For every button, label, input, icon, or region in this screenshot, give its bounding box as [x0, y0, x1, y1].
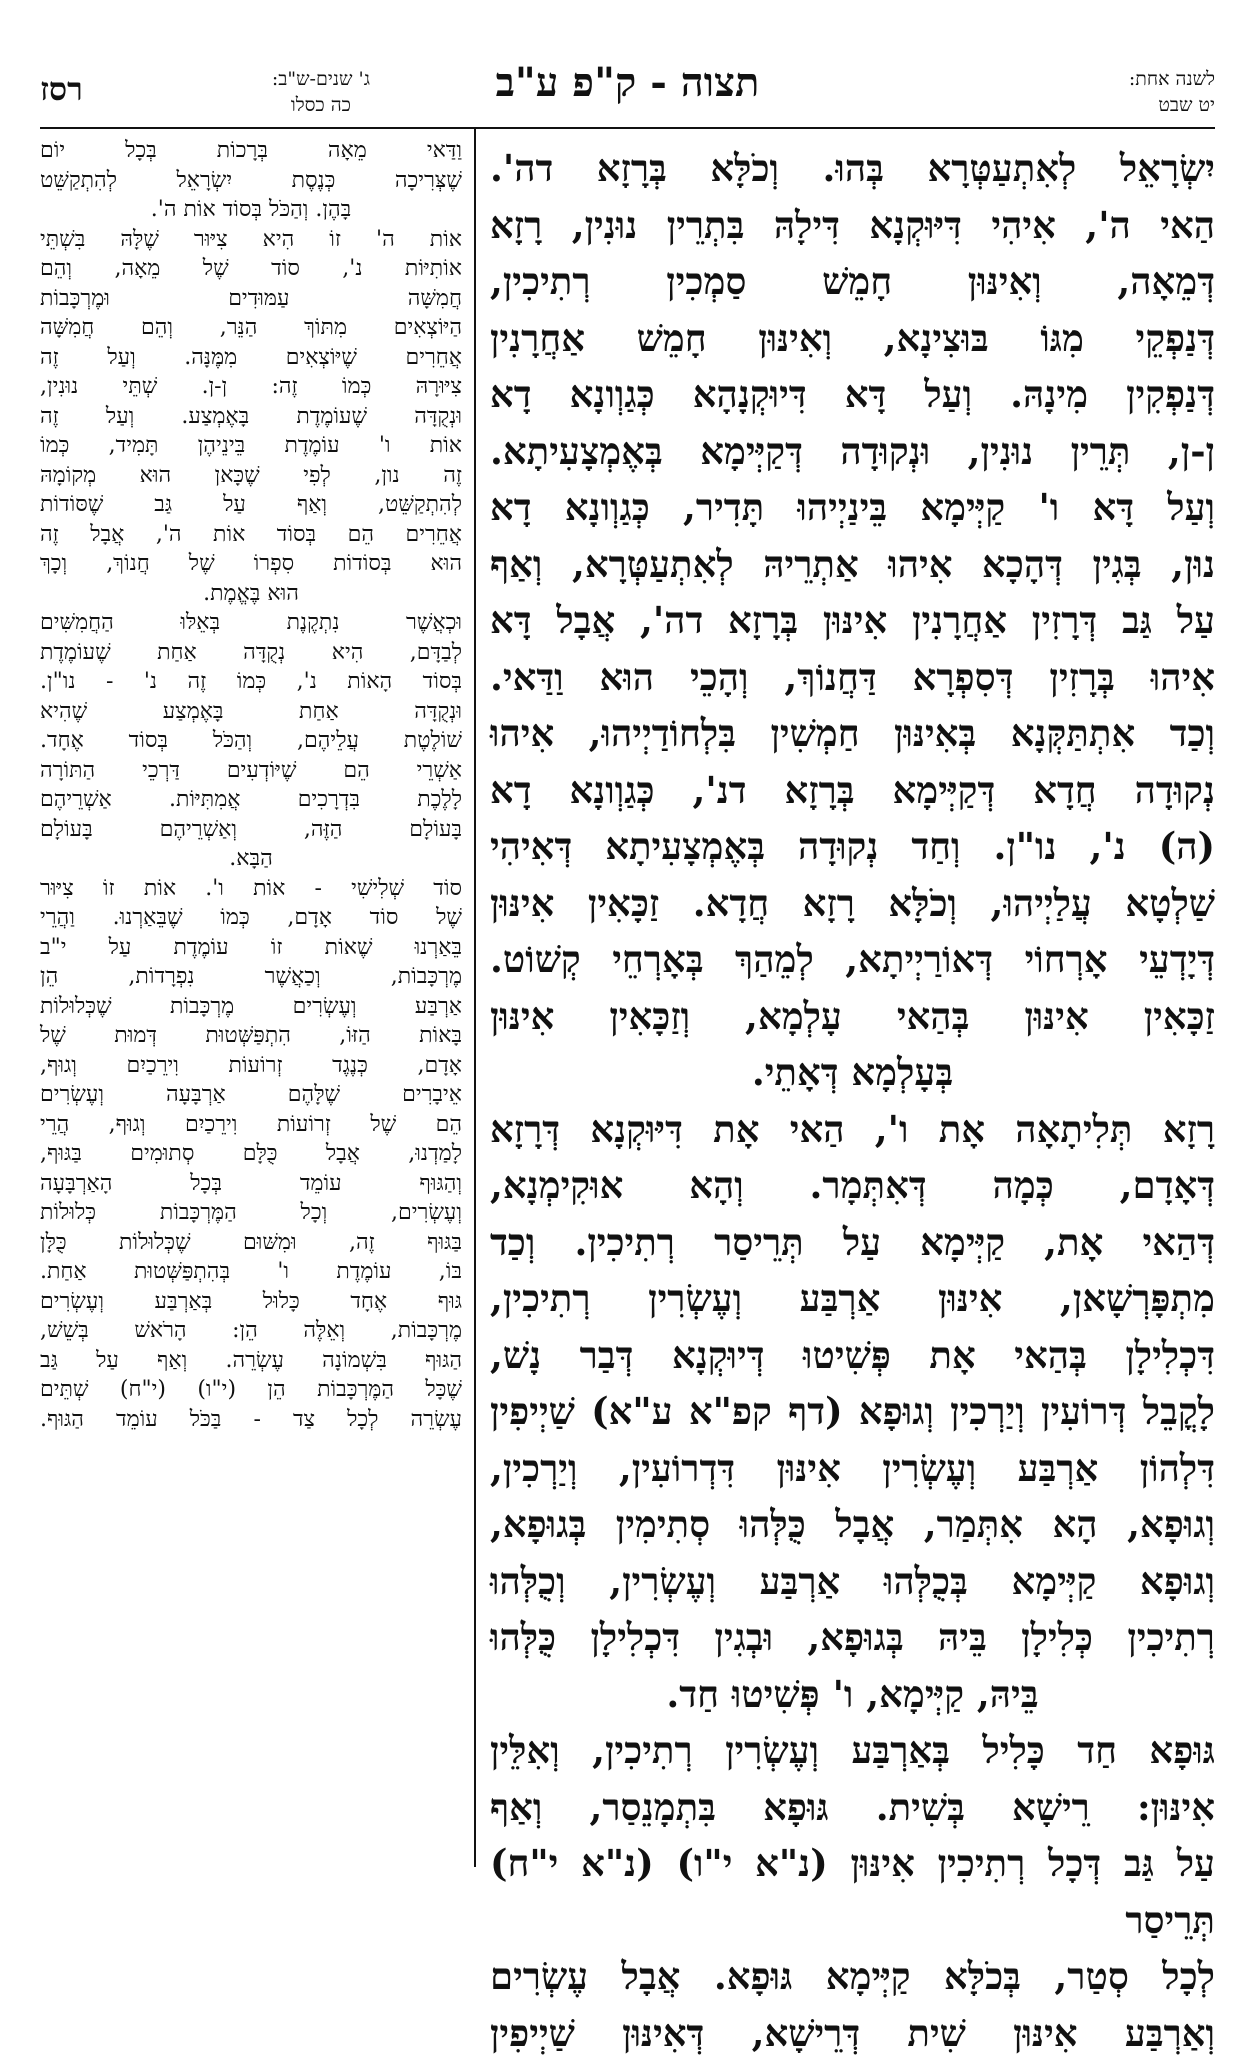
side-line: בּוֹ, עוֹמֶדֶת ו' בְּהִתְפַּשְּׁטוּת אַחַת. — [40, 1257, 462, 1287]
side-line: לְבַדָּם, הִיא נְקֻדָּה אַחַת שֶׁעוֹמֶדֶת — [40, 638, 462, 668]
main-line: לְכָל סְטַר, בְּכֹלָּא קַיְּימָא גּוּפָא. אֲבָל עֶשְׂרִים — [490, 1948, 1215, 2005]
main-line: וְעַל דָּא ו' קַיְּימָא בֵּינַיְיהוּ תָּדִיר, כְּגַוְונָא דָא — [490, 479, 1215, 536]
side-line: הַיּוֹצְאִים מִתּוֹךְ הַנֵּר, וְהֵם חֲמִשָּׁה — [40, 313, 462, 343]
main-line: דְּיָדְעֵי אָרְחוֹי דְּאוֹרַיְיתָא, לְמֵהַךְ בְּאָרְחֵי קְשׁוֹט. — [490, 931, 1215, 988]
side-line: בֵּאַרְנוּ שֶׁאוֹת זוֹ עוֹמֶדֶת עַל י"ב — [40, 933, 462, 963]
side-line: וּנְקֻדָּה אַחַת בָּאֶמְצַע שֶׁהִיא — [40, 697, 462, 727]
main-line: דְּמֵאָה, וְאִינּוּן חָמֵשׁ סַמְכִין רְתִיכִין, — [490, 253, 1215, 310]
side-line: לָלֶכֶת בִּדְרָכִים אֲמִתִּיּוֹת. אַשְׁרֵיהֶם — [40, 785, 462, 815]
side-line: וּכְאֲשֶׁר נִתְקֶנֶת בְּאֵלּוּ הַחֲמִשִּׁים — [40, 608, 462, 638]
side-line: אֲחֵרִים הֵם בְּסוֹד אוֹת ה', אֲבָל זֶה — [40, 520, 462, 550]
side-line: הוּא בֶּאֱמֶת. — [40, 579, 462, 609]
side-line: חֲמִשָּׁה עַמּוּדִים וּמֶרְכָּבוֹת — [40, 284, 462, 314]
main-line: דִּכְלִילָן בְּהַאי אָת פְּשִׁיטוּ דְּיוּקְנָא דְּבַר נָשׁ, — [490, 1327, 1215, 1384]
main-line: שַׁלְטָא עֲלַיְיהוּ, וְכֹלָּא רָזָא חֲדָא. זַכָּאִין אִינּוּן — [490, 875, 1215, 932]
main-line: עַל גַּב דְּכָל רְתִיכִין אִינּוּן (נ"א י"ו) (נ"א י"ח) תְּרֵיסַר — [490, 1835, 1215, 1948]
reading-schedule-three-years — [272, 66, 370, 118]
side-line: אֲחֵרִים שֶׁיּוֹצְאִים מִמֶּנָּה. וְעַל זֶה — [40, 343, 462, 373]
main-line: לָקֳבֵל דְּרוֹעִין וְיַרְכִין וְגוּפָא (דף קפ"א ע"א) שַׁיְיפִין — [490, 1383, 1215, 1440]
side-line: מֶרְכָּבוֹת, וְכַאֲשֶׁר נִפְרָדוֹת, הֵן — [40, 962, 462, 992]
main-text-column — [490, 140, 1215, 2061]
side-line: וּנְקֻדָּה שֶׁעוֹמֶדֶת בָּאֶמְצַע. וְעַל זֶה — [40, 402, 462, 432]
main-line: דְּהַאי אָת, קַיְּימָא עַל תְּרֵיסַר רְתִיכִין. וְכַד — [490, 1214, 1215, 1271]
main-line: דְּנַפְקִין מִינָהּ. וְעַל דָּא דִּיוּקְנָהָא כְּגַוְונָא דָא — [490, 366, 1215, 423]
main-line: דִּלְהוֹן אַרְבַּע וְעֶשְׂרִין אִינּוּן דִּדְרוֹעִין, וְיַרְכִין, — [490, 1440, 1215, 1497]
page-title: תצוה - ק"פ ע"ב — [40, 58, 1215, 108]
side-line: אַשְׁרֵי הֵם שֶׁיּוֹדְעִים דַּרְכֵי הַתּוֹרָה — [40, 756, 462, 786]
side-line: בְּסוֹד הָאוֹת נ', כְּמוֹ זֶה נ' - נו"ן. — [40, 667, 462, 697]
main-line: אִיהוּ בְּרָזִין דְּסִפְרָא דַּחֲנוֹךְ, וְהָכֵי הוּא וַדַּאי. — [490, 649, 1215, 706]
main-line: מִתְפָּרְשָׁאן, אִינּוּן אַרְבַּע וְעֶשְׂרִין רְתִיכִין, — [490, 1270, 1215, 1327]
schedule-date-one-year: יט שבט — [1129, 92, 1215, 118]
side-line: אָדָם, כְּנֶגֶד זְרוֹעוֹת וִירֵכַיִם וְגוּף, — [40, 1051, 462, 1081]
main-line: דְּנַפְקֵי מִגּוֹ בּוּצִינָא, וְאִינּוּן חָמֵשׁ אַחֲרָנִין — [490, 310, 1215, 367]
main-line: וְגוּפָא, הָא אִתְּמַר, אֲבָל כֻּלְּהוּ סְתִימִין בְּגוּפָא, — [490, 1496, 1215, 1553]
main-line: וְכַד אִתְתַּקְּנָא בְּאִינּוּן חַמְשִׁין בִּלְחוֹדַיְיהוּ, אִיהוּ — [490, 705, 1215, 762]
page-header — [40, 58, 1215, 128]
schedule-date-three-years: כה כסלו — [272, 92, 370, 118]
side-line: עֶשְׂרֵה לְכָל צַד - בַּכֹּל עוֹמֵד הַגּוּף. — [40, 1405, 462, 1435]
main-line: (ה) נ', נו"ן. וְחַד נְקוּדָה בְּאֶמְצָעִיתָא דְּאִיהִי — [490, 818, 1215, 875]
side-line: אַרְבַּע וְעֶשְׂרִים מֶרְכָּבוֹת שֶׁכְּלוּלוֹת — [40, 992, 462, 1022]
main-line: רְתִיכִין כְּלִילָן בֵּיהּ בְּגוּפָא, וּבְגִין דִּכְלִילָן כֻּלְּהוּ — [490, 1609, 1215, 1666]
side-line: בָּהֶן. וְהַכֹּל בְּסוֹד אוֹת ה'. — [40, 195, 462, 225]
side-line: אוֹתִיּוֹת נ', סוֹד שֶׁל מֵאָה, וְהֵם — [40, 254, 462, 284]
side-line: צִיּוּרָהּ כְּמוֹ זֶה: ן-ן. שְׁתֵּי נוּנִין, — [40, 372, 462, 402]
main-line: בֵּיהּ, קַיְּימָא, ו' פְּשִׁיטוּ חַד. — [490, 1666, 1215, 1723]
side-line: לָמַדְנוּ, אֲבָל כֻּלָּם סְתוּמִים בַּגּוּף, — [40, 1139, 462, 1169]
main-line: נְקוּדָה חֲדָא דְּקַיְּימָא בְּרָזָא דנ', כְּגַוְונָא דָא — [490, 762, 1215, 819]
schedule-label-one-year: לשנה אחת: — [1129, 66, 1215, 92]
column-divider — [474, 127, 476, 1867]
side-line: בַּגּוּף זֶה, וּמִשּׁוּם שֶׁכְּלוּלוֹת כֻּלָּן — [40, 1228, 462, 1258]
main-line: בְּעָלְמָא דְּאָתֵי. — [490, 1044, 1215, 1101]
main-line: הַאי ה', אִיהִי דִּיּוּקְנָא דִּילָהּ בִּתְרֵין נוּנִין, רָזָא — [490, 197, 1215, 254]
main-line: וְגוּפָא קַיְּימָא בְּכֻלְּהוּ אַרְבַּע וְעֶשְׂרִין, וְכֻלְּהוּ — [490, 1553, 1215, 1610]
main-line: רָזָא תְּלִיתָאָה אָת ו', הַאי אָת דִּיּוּקְנָא דְּרָזָא — [490, 1101, 1215, 1158]
side-line: לְהִתְקַשֵּׁט, וְאַף עַל גַּב שֶׁסּוֹדוֹת — [40, 490, 462, 520]
main-line: זַכָּאִין אִינּוּן בְּהַאי עָלְמָא, וְזַכָּאִין אִינּוּן — [490, 988, 1215, 1045]
side-line: סוֹד שְׁלִישִׁי - אוֹת ו'. אוֹת זוֹ צִיּוּר — [40, 874, 462, 904]
side-line: שֶׁל סוֹד אָדָם, כְּמוֹ שֶׁבֵּאַרְנוּ. וַהֲרֵי — [40, 903, 462, 933]
main-line: אִינּוּן: רֵישָׁא בְּשִׁית. גּוּפָא בִּתְמָנֵסַר, וְאַף — [490, 1779, 1215, 1836]
side-line: זֶה נון, לְפִי שֶׁכָּאן הוּא מְקוֹמָהּ — [40, 461, 462, 491]
side-line: הַבָּא. — [40, 844, 462, 874]
side-line: שׁוֹלֶטֶת עֲלֵיהֶם, וְהַכֹּל בְּסוֹד אֶחָד. — [40, 726, 462, 756]
side-line: הַגּוּף בִּשְׁמוֹנָה עֶשְׂרֵה. וְאַף עַל גַּב — [40, 1346, 462, 1376]
side-line: אֵיבָרִים שֶׁלָּהֶם אַרְבָּעָה וְעֶשְׂרִים — [40, 1080, 462, 1110]
page-number: רסז — [40, 66, 83, 112]
side-line: גּוּף אֶחָד כָּלוּל בְּאַרְבַּע וְעֶשְׂרִים — [40, 1287, 462, 1317]
header-divider — [40, 127, 1215, 129]
schedule-label-three-years: ג' שנים-ש"ב: — [272, 66, 370, 92]
main-line: נוּן, בְּגִין דְּהָכָא אִיהוּ אַתְרֵיהּ לְאִתְעַטְּרָא, וְאַף — [490, 536, 1215, 593]
side-line: וַדַּאי מֵאָה בְּרָכוֹת בְּכָל יוֹם — [40, 136, 462, 166]
main-line: וְאַרְבַּע אִינּוּן שִׁית דְּרֵישָׁא, דְּאִינּוּן שַׁיְיפִין — [490, 2005, 1215, 2061]
main-line: גּוּפָא חַד כָּלִיל בְּאַרְבַּע וְעֶשְׂרִין רְתִיכִין, וְאִלֵּין — [490, 1722, 1215, 1779]
main-line: ן-ן, תְּרֵין נוּנִין, וּנְקוּדָה דְּקַיְּימָא בְּאֶמְצָעִיתָא. — [490, 423, 1215, 480]
side-line: בָּאוֹת הַזּוֹ, הִתְפַּשְּׁטוּת דְּמוּת שֶׁל — [40, 1021, 462, 1051]
translation-column — [40, 136, 462, 1434]
side-line: שֶׁכָּל הַמֶּרְכָּבוֹת הֵן (י"ו) (י"ח) שְׁתֵּים — [40, 1375, 462, 1405]
side-line: הוּא בְּסוֹדוֹת סִפְרוֹ שֶׁל חֲנוֹךְ, וְכָךְ — [40, 549, 462, 579]
side-line: הֵם שֶׁל זְרוֹעוֹת וִירֵכַיִם וְגוּף, הֲרֵי — [40, 1110, 462, 1140]
side-line: אוֹת ו' עוֹמֶדֶת בֵּינֵיהֶן תָּמִיד, כְּמוֹ — [40, 431, 462, 461]
side-line: מֶרְכָּבוֹת, וְאֵלֶּה הֵן: הָרֹאשׁ בְּשֵׁשׁ, — [40, 1316, 462, 1346]
side-line: וְעֶשְׂרִים, וְכָל הַמֶּרְכָּבוֹת כְּלוּלוֹת — [40, 1198, 462, 1228]
side-line: שֶׁצְּרִיכָה כְּנֶסֶת יִשְׂרָאֵל לְהִתְקַשֵּׁט — [40, 166, 462, 196]
side-line: בָּעוֹלָם הַזֶּה, וְאַשְׁרֵיהֶם בָּעוֹלָם — [40, 815, 462, 845]
header-left-block — [40, 66, 370, 122]
main-line: עַל גַּב דְּרָזִין אַחֲרָנִין אִינּוּן בְּרָזָא דה', אֲבָל דָּא — [490, 592, 1215, 649]
side-line: אוֹת ה' זוֹ הִיא צִיּוּר שֶׁלָּהּ בִּשְׁתֵּי — [40, 225, 462, 255]
main-line: יִשְׂרָאֵל לְאִתְעַטְּרָא בְּהוּ. וְכֹלָּא בְּרָזָא דה'. — [490, 140, 1215, 197]
main-line: דְּאָדָם, כְּמָה דְּאִתְּמָר. וְהָא אוּקִימְנָא, — [490, 1157, 1215, 1214]
side-line: וְהַגּוּף עוֹמֵד בְּכָל הָאַרְבָּעָה — [40, 1169, 462, 1199]
